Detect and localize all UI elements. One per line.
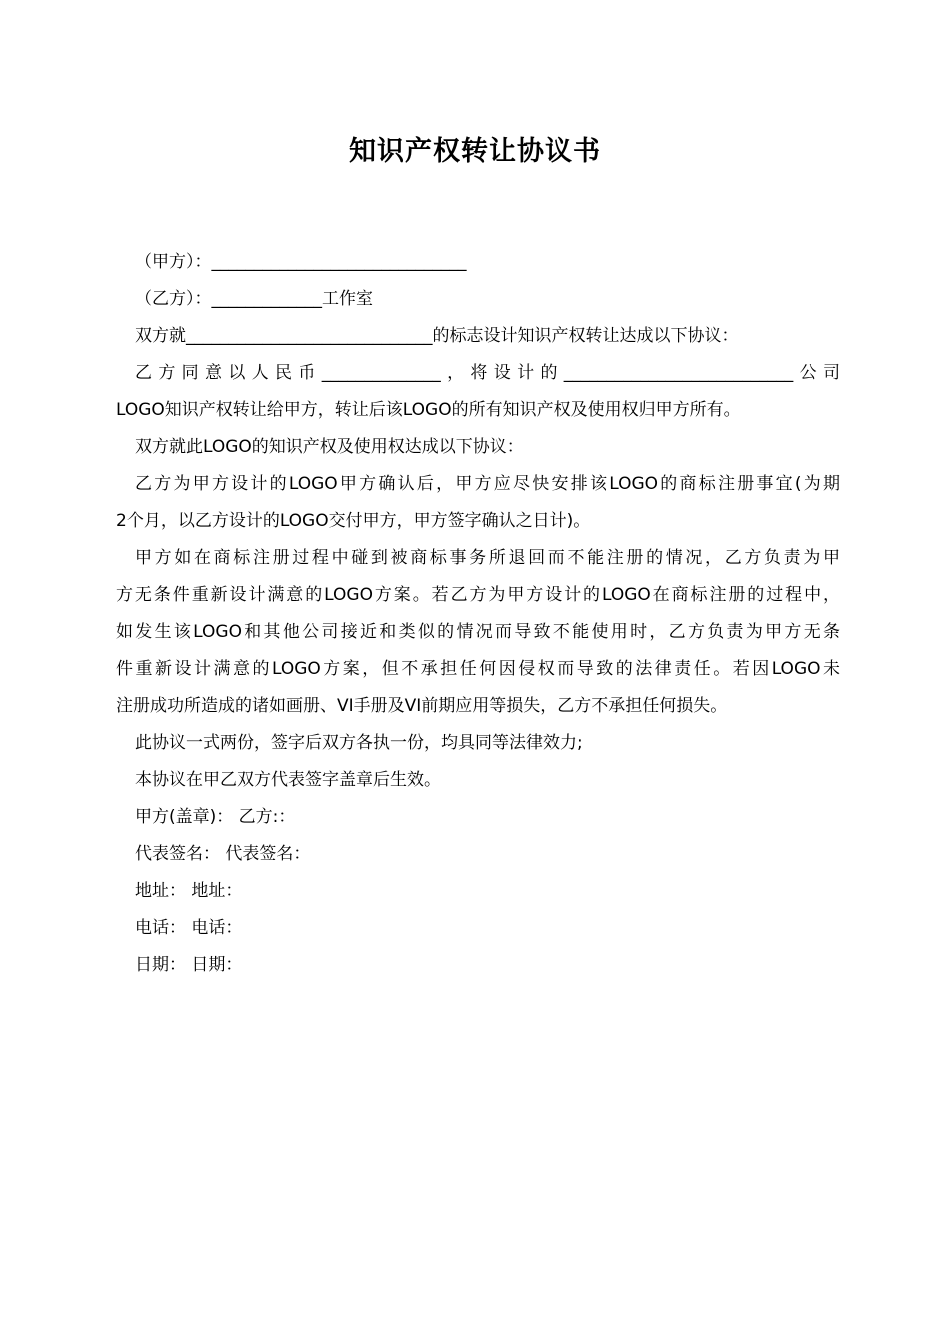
effective-clause-line: 本协议在甲乙双方代表签字盖章后生效。	[135, 770, 441, 790]
clause-1-line-1: 乙方同意以人民币______________，将设计的___________________________公司	[135, 363, 840, 383]
clause-3-line-2: 方无条件重新设计满意的LOGO方案。若乙方为甲方设计的LOGO在商标注册的过程中，	[116, 585, 840, 605]
party-b-line: （乙方）：_____________工作室	[135, 289, 373, 309]
clause-3-line-5: 注册成功所造成的诸如画册、VI手册及VI前期应用等损失，乙方不承担任何损失。	[116, 696, 728, 716]
clause-3-line-1: 甲方如在商标注册过程中碰到被商标事务所退回而不能注册的情况，乙方负责为甲	[135, 548, 840, 568]
agreement-intro-line: 双方就_____________________________的标志设计知识产权转让达成以下协议：	[135, 326, 739, 346]
representative-signature-line: 代表签名： 代表签名：	[135, 844, 311, 864]
clause-1-line-2: LOGO知识产权转让给甲方，转让后该LOGO的所有知识产权及使用权归甲方所有。	[116, 400, 741, 420]
clause-2-intro-line: 双方就此LOGO的知识产权及使用权达成以下协议：	[135, 437, 524, 457]
date-line: 日期： 日期：	[135, 955, 243, 975]
phone-line: 电话： 电话：	[135, 918, 243, 938]
clause-3-line-4: 件重新设计满意的LOGO方案，但不承担任何因侵权而导致的法律责任。若因LOGO未	[116, 659, 840, 679]
clause-2-line-1: 乙方为甲方设计的LOGO甲方确认后，甲方应尽快安排该LOGO的商标注册事宜(为期	[135, 474, 840, 494]
clause-3-line-3: 如发生该LOGO和其他公司接近和类似的情况而导致不能使用时，乙方负责为甲方无条	[116, 622, 840, 642]
party-a-line: （甲方）：______________________________	[135, 252, 467, 272]
seal-line: 甲方(盖章)： 乙方:：	[135, 807, 296, 827]
copies-clause-line: 此协议一式两份，签字后双方各执一份，均具同等法律效力;	[135, 733, 583, 753]
address-line: 地址： 地址：	[135, 881, 243, 901]
document-title: 知识产权转让协议书	[349, 136, 601, 167]
document-body	[116, 244, 840, 984]
clause-2-line-2: 2个月，以乙方设计的LOGO交付甲方，甲方签字确认之日计)。	[116, 511, 591, 531]
